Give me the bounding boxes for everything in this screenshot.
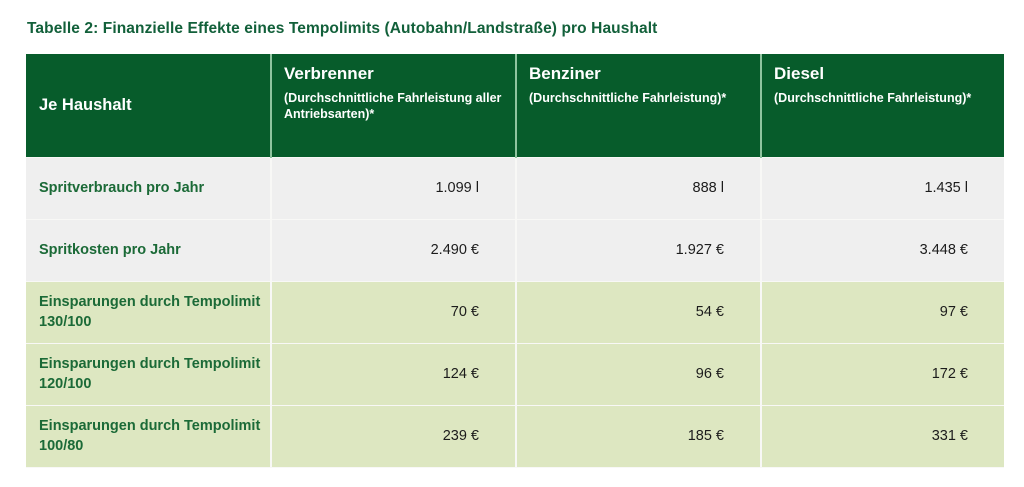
cell-verbrenner: 70 € — [271, 281, 516, 343]
cell-diesel: 1.435 l — [761, 157, 1004, 219]
cell-verbrenner: 2.490 € — [271, 219, 516, 281]
header-benziner — [516, 54, 761, 157]
row-label: Einsparungen durch Tempolimit 120/100 — [26, 343, 271, 405]
header-row — [26, 54, 1004, 157]
tempolimit-table — [26, 54, 1004, 468]
cell-benziner: 96 € — [516, 343, 761, 405]
cell-benziner: 1.927 € — [516, 219, 761, 281]
column-title: Verbrenner — [284, 64, 374, 83]
row-label: Spritverbrauch pro Jahr — [26, 157, 271, 219]
header-diesel — [761, 54, 1004, 157]
header-verbrenner — [271, 54, 516, 157]
cell-diesel: 97 € — [761, 281, 1004, 343]
column-title: Diesel — [774, 64, 825, 83]
column-note: (Durchschnittliche Fahrleistung aller Antriebsarten)* — [284, 91, 502, 121]
table-caption: Tabelle 2: Finanzielle Effekte eines Tempolimits (Autobahn/Landstraße) pro Haushalt — [27, 20, 658, 37]
cell-benziner: 54 € — [516, 281, 761, 343]
column-title: Benziner — [529, 64, 601, 83]
table-row — [26, 405, 1004, 467]
cell-diesel: 3.448 € — [761, 219, 1004, 281]
column-note: (Durchschnittliche Fahrleistung)* — [774, 91, 972, 105]
table-row — [26, 157, 1004, 219]
table-row — [26, 281, 1004, 343]
column-note: (Durchschnittliche Fahrleistung)* — [529, 91, 727, 105]
cell-verbrenner: 124 € — [271, 343, 516, 405]
cell-diesel: 172 € — [761, 343, 1004, 405]
cell-benziner: 185 € — [516, 405, 761, 467]
table-row — [26, 219, 1004, 281]
cell-verbrenner: 1.099 l — [271, 157, 516, 219]
row-label: Spritkosten pro Jahr — [26, 219, 271, 281]
table-row — [26, 343, 1004, 405]
row-label: Einsparungen durch Tempolimit 130/100 — [26, 281, 271, 343]
cell-benziner: 888 l — [516, 157, 761, 219]
cell-diesel: 331 € — [761, 405, 1004, 467]
row-label: Einsparungen durch Tempolimit 100/80 — [26, 405, 271, 467]
cell-verbrenner: 239 € — [271, 405, 516, 467]
header-row-label: Je Haushalt — [26, 54, 271, 157]
